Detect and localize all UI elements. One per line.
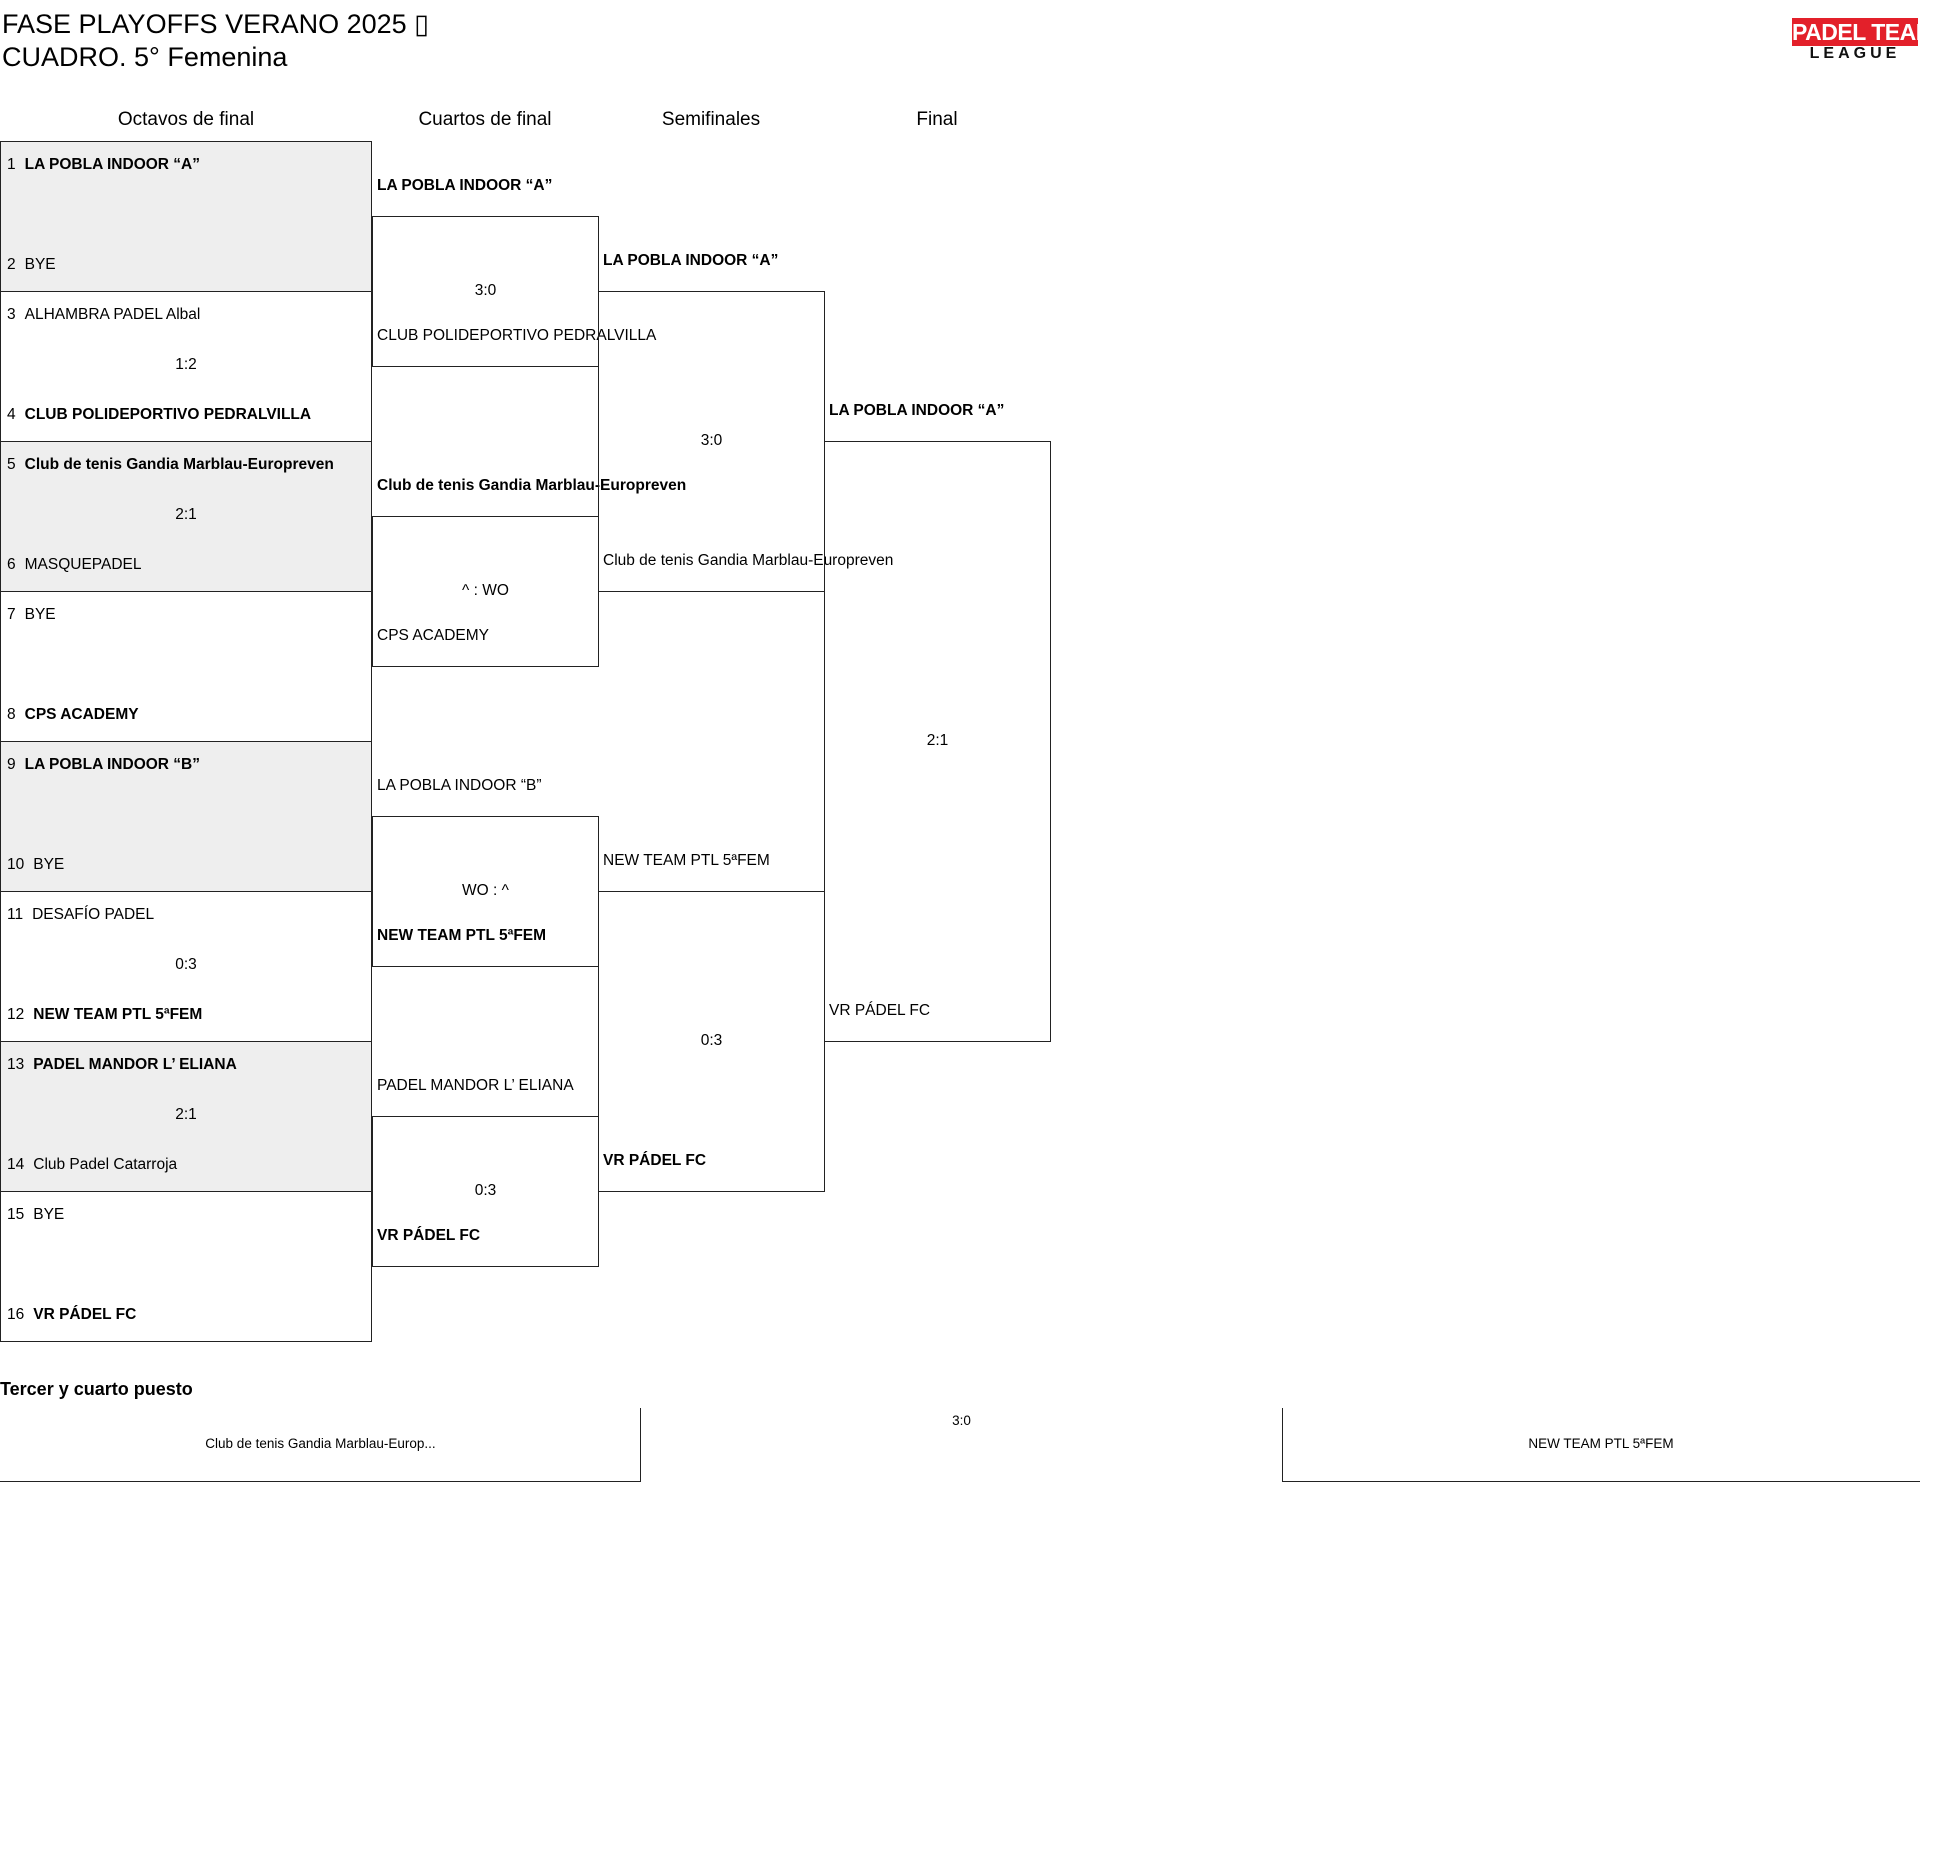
octavos-team-a	[7, 1055, 237, 1075]
seed-number: 15	[7, 1206, 25, 1223]
round-title-cuartos: Cuartos de final	[418, 109, 552, 130]
team-name: LA POBLA INDOOR “B”	[24, 756, 200, 773]
final-team-b: VR PÁDEL FC	[829, 1002, 931, 1019]
octavos-team-b	[7, 555, 141, 575]
octavos-team-a	[7, 755, 200, 775]
octavos-team-a	[7, 1205, 64, 1225]
octavos-team-a	[7, 905, 154, 925]
octavos-team-a	[7, 305, 200, 325]
seed-number: 5	[7, 456, 16, 473]
semis-team-a: LA POBLA INDOOR “A”	[603, 252, 779, 269]
seed-number: 7	[7, 606, 16, 623]
octavos-team-a	[7, 455, 334, 475]
page-title	[2, 8, 429, 74]
team-name: DESAFÍO PADEL	[32, 906, 155, 923]
team-name: BYE	[24, 256, 56, 273]
team-name: BYE	[24, 606, 56, 623]
octavos-team-b	[7, 255, 56, 275]
match-score: 0:3	[175, 956, 197, 973]
seed-number: 9	[7, 756, 16, 773]
final-team-a: LA POBLA INDOOR “A”	[829, 402, 1005, 419]
semis-team-b: VR PÁDEL FC	[603, 1152, 707, 1169]
cuartos-score: WO : ^	[462, 882, 509, 899]
semis-team-a: NEW TEAM PTL 5ªFEM	[603, 852, 770, 869]
team-name: CPS ACADEMY	[24, 706, 139, 723]
octavos-match	[0, 441, 372, 592]
team-name: BYE	[33, 1206, 65, 1223]
title-line-2: CUADRO. 5° Femenina	[2, 42, 288, 72]
octavos-team-b	[7, 1305, 136, 1325]
team-name: LA POBLA INDOOR “A”	[24, 156, 200, 173]
octavos-team-a	[7, 155, 200, 175]
octavos-team-b	[7, 405, 311, 425]
cuartos-team-a: Club de tenis Gandia Marblau-Europreven	[377, 477, 687, 494]
semis-score: 0:3	[700, 1032, 723, 1049]
cuartos-team-a: LA POBLA INDOOR “A”	[377, 177, 553, 194]
octavos-team-b	[7, 705, 139, 725]
semis-team-b: Club de tenis Gandia Marblau-Europreven	[603, 552, 894, 569]
third-place-team-b: NEW TEAM PTL 5ªFEM	[1528, 1436, 1674, 1451]
final-score: 2:1	[926, 732, 949, 749]
round-title-final: Final	[916, 109, 958, 130]
team-name: ALHAMBRA PADEL Albal	[24, 306, 201, 323]
seed-number: 12	[7, 1006, 25, 1023]
cuartos-team-a: PADEL MANDOR L’ ELIANA	[377, 1077, 574, 1094]
cuartos-score: 0:3	[474, 1182, 497, 1199]
seed-number: 14	[7, 1156, 25, 1173]
octavos-match	[0, 741, 372, 892]
seed-number: 8	[7, 706, 16, 723]
match-score: 2:1	[175, 506, 197, 523]
seed-number: 3	[7, 306, 16, 323]
cuartos-team-b: VR PÁDEL FC	[377, 1227, 481, 1244]
seed-number: 4	[7, 406, 16, 423]
round-title-semis: Semifinales	[661, 109, 761, 130]
title-line-1: FASE PLAYOFFS VERANO 2025 ▯	[2, 9, 430, 39]
octavos-team-b	[7, 1005, 202, 1025]
octavos-match	[0, 1191, 372, 1342]
octavos-match	[0, 591, 372, 742]
cuartos-team-b: CLUB POLIDEPORTIVO PEDRALVILLA	[377, 327, 657, 344]
league-logo	[1792, 18, 1934, 62]
team-name: Club Padel Catarroja	[33, 1156, 178, 1173]
octavos-match	[0, 291, 372, 442]
third-place-team-a: Club de tenis Gandia Marblau-Europ...	[205, 1436, 436, 1451]
cuartos-team-b: NEW TEAM PTL 5ªFEM	[377, 927, 547, 944]
third-place-score: 3:0	[952, 1413, 971, 1428]
team-name: CLUB POLIDEPORTIVO PEDRALVILLA	[24, 406, 312, 423]
octavos-match	[0, 891, 372, 1042]
team-name: NEW TEAM PTL 5ªFEM	[33, 1006, 203, 1023]
octavos-team-b	[7, 1155, 177, 1175]
seed-number: 16	[7, 1306, 25, 1323]
team-name: VR PÁDEL FC	[33, 1306, 137, 1323]
team-name: Club de tenis Gandia Marblau-Europreven	[24, 456, 334, 473]
seed-number: 10	[7, 856, 25, 873]
logo-text-top: PADEL TEAM	[1792, 19, 1934, 45]
team-name: PADEL MANDOR L’ ELIANA	[33, 1056, 237, 1073]
round-title-octavos: Octavos de final	[117, 109, 255, 130]
seed-number: 11	[7, 906, 24, 923]
match-score: 1:2	[175, 356, 197, 373]
semis-score: 3:0	[700, 432, 723, 449]
seed-number: 13	[7, 1056, 25, 1073]
seed-number: 6	[7, 556, 16, 573]
cuartos-score: ^ : WO	[462, 582, 509, 599]
seed-number: 1	[7, 156, 16, 173]
seed-number: 2	[7, 256, 16, 273]
octavos-match	[0, 1041, 372, 1192]
team-name: MASQUEPADEL	[24, 556, 142, 573]
octavos-team-a	[7, 605, 56, 625]
octavos-team-b	[7, 855, 64, 875]
octavos-match	[0, 141, 372, 292]
cuartos-score: 3:0	[474, 282, 497, 299]
third-place-title: Tercer y cuarto puesto	[0, 1379, 193, 1399]
cuartos-team-a: LA POBLA INDOOR “B”	[377, 777, 542, 794]
cuartos-team-b: CPS ACADEMY	[377, 627, 489, 644]
match-score: 2:1	[175, 1106, 197, 1123]
logo-text-bottom: LEAGUE	[1809, 45, 1901, 62]
team-name: BYE	[33, 856, 65, 873]
